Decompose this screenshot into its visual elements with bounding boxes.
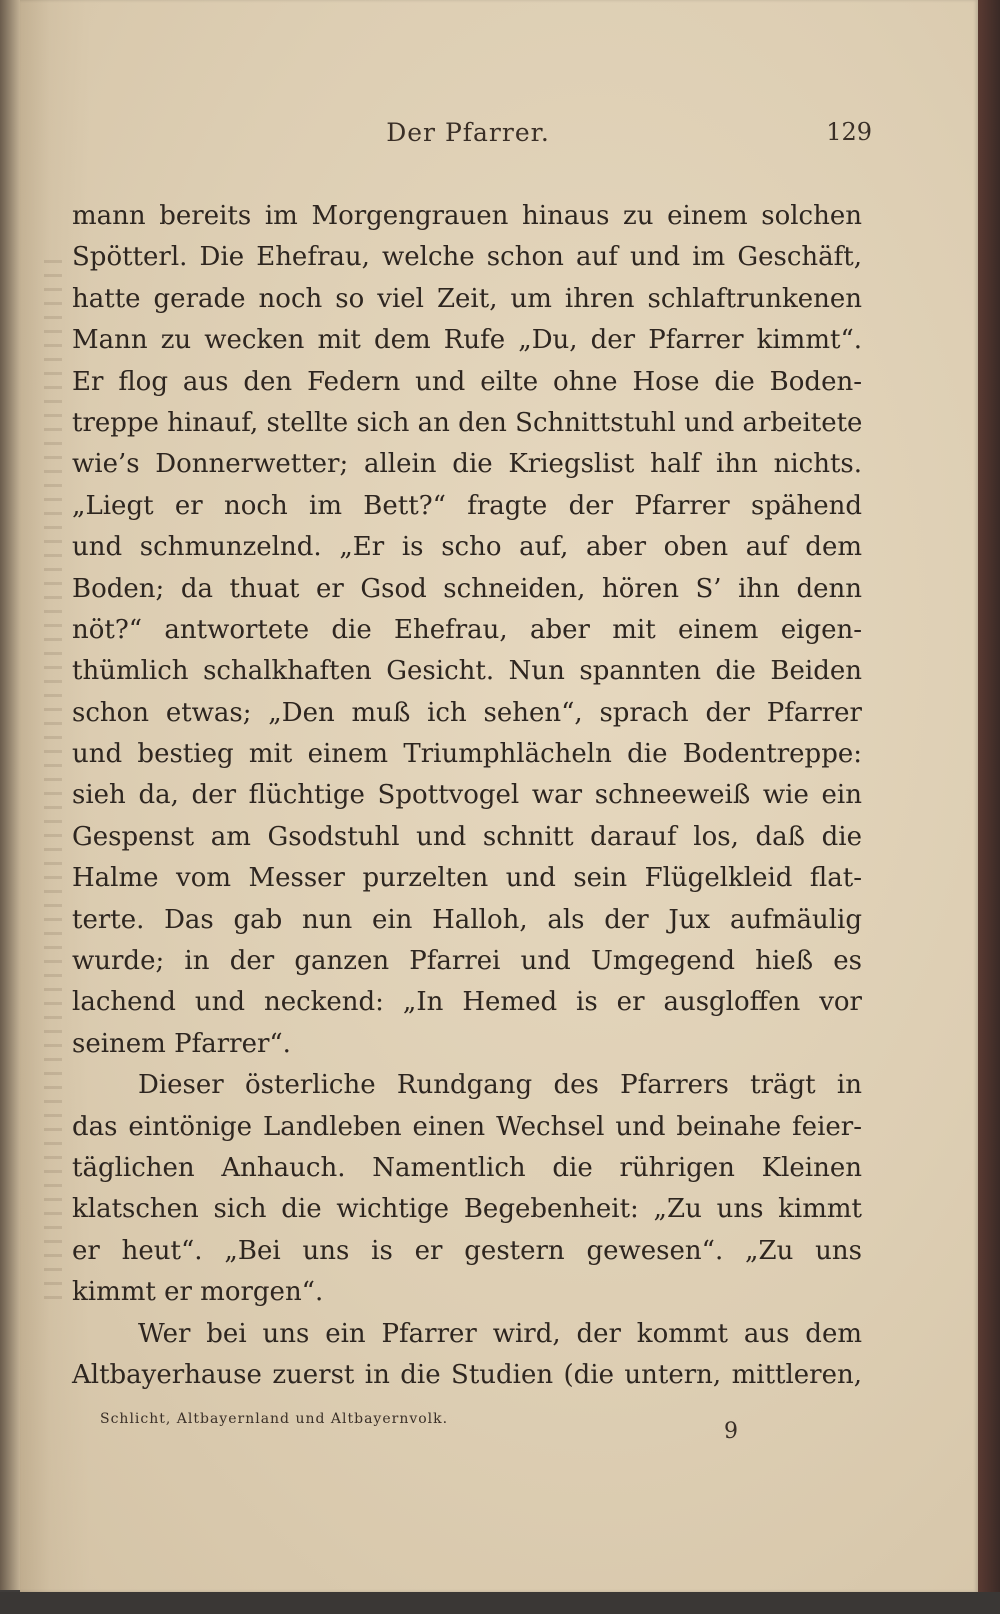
book-spine bbox=[978, 0, 1000, 1614]
text-line: nöt?“ antwortete die Ehefrau, aber mit einem eigen- bbox=[72, 614, 862, 645]
text-line: er heut“. „Bei uns is er gestern gewesen“. „Zu uns bbox=[72, 1235, 862, 1266]
text-line: Gespenst am Gsodstuhl und schnitt darauf los, daß die bbox=[72, 821, 862, 852]
text-line: kimmt er morgen“. bbox=[72, 1277, 324, 1308]
footer-imprint: Schlicht, Altbayernland und Altbayernvolk. bbox=[100, 1411, 449, 1427]
running-title: Der Pfarrer. bbox=[386, 118, 550, 147]
text-line: treppe hinauf, stellte sich an den Schnittstuhl und arbeitete bbox=[72, 407, 863, 438]
bleed-through-text bbox=[44, 260, 62, 1300]
page-header bbox=[68, 118, 872, 158]
text-line: „Liegt er noch im Bett?“ fragte der Pfarrer spähend bbox=[72, 490, 862, 521]
text-line: und schmunzelnd. „Er is scho auf, aber oben auf dem bbox=[72, 532, 862, 563]
text-line: lachend und neckend: „In Hemed is er ausgloffen vor bbox=[72, 987, 862, 1018]
text-line: Er flog aus den Federn und eilte ohne Hose die Boden- bbox=[72, 366, 862, 397]
text-line: seinem Pfarrer“. bbox=[72, 1028, 291, 1059]
text-line: Boden; da thuat er Gsod schneiden, hören S’ ihn denn bbox=[72, 573, 862, 604]
text-line: schon etwas; „Den muß ich sehen“, sprach der Pfarrer bbox=[72, 697, 862, 728]
text-line: Wer bei uns ein Pfarrer wird, der kommt aus dem bbox=[138, 1318, 862, 1349]
body-text bbox=[72, 196, 862, 1396]
text-line: hatte gerade noch so viel Zeit, um ihren schlaftrunkenen bbox=[72, 283, 862, 314]
text-line: sieh da, der flüchtige Spottvogel war schneeweiß wie ein bbox=[72, 780, 862, 811]
text-line: mann bereits im Morgengrauen hinaus zu einem solchen bbox=[72, 201, 862, 231]
text-line: thümlich schalkhaften Gesicht. Nun spannten die Beiden bbox=[72, 656, 862, 687]
page-footer bbox=[100, 1403, 800, 1443]
text-line: klatschen sich die wichtige Begebenheit: „Zu uns kimmt bbox=[72, 1194, 862, 1225]
text-line: wie’s Donnerwetter; allein die Kriegslist half ihn nichts. bbox=[72, 449, 862, 480]
text-line: wurde; in der ganzen Pfarrei und Umgegend hieß es bbox=[72, 946, 862, 977]
text-line: terte. Das gab nun ein Halloh, als der Jux aufmäulig bbox=[72, 904, 862, 935]
text-line: täglichen Anhauch. Namentlich die rührigen Kleinen bbox=[72, 1152, 862, 1183]
text-line: das eintönige Landleben einen Wechsel und beinahe feier- bbox=[72, 1111, 862, 1142]
text-line: Dieser österliche Rundgang des Pfarrers trägt in bbox=[138, 1070, 862, 1101]
text-line: Halme vom Messer purzelten und sein Flügelkleid flat- bbox=[72, 863, 862, 894]
book-page bbox=[20, 0, 978, 1592]
text-line: Mann zu wecken mit dem Rufe „Du, der Pfarrer kimmt“. bbox=[72, 325, 862, 356]
page-number: 129 bbox=[826, 118, 872, 146]
background-strip bbox=[0, 1592, 1000, 1614]
text-line: und bestieg mit einem Triumphlächeln die Bodentreppe: bbox=[72, 739, 862, 770]
text-line: Spötterl. Die Ehefrau, welche schon auf und im Geschäft, bbox=[72, 242, 862, 273]
signature-mark: 9 bbox=[724, 1419, 738, 1444]
text-line: Altbayerhause zuerst in die Studien (die untern, mittleren, bbox=[72, 1359, 862, 1390]
